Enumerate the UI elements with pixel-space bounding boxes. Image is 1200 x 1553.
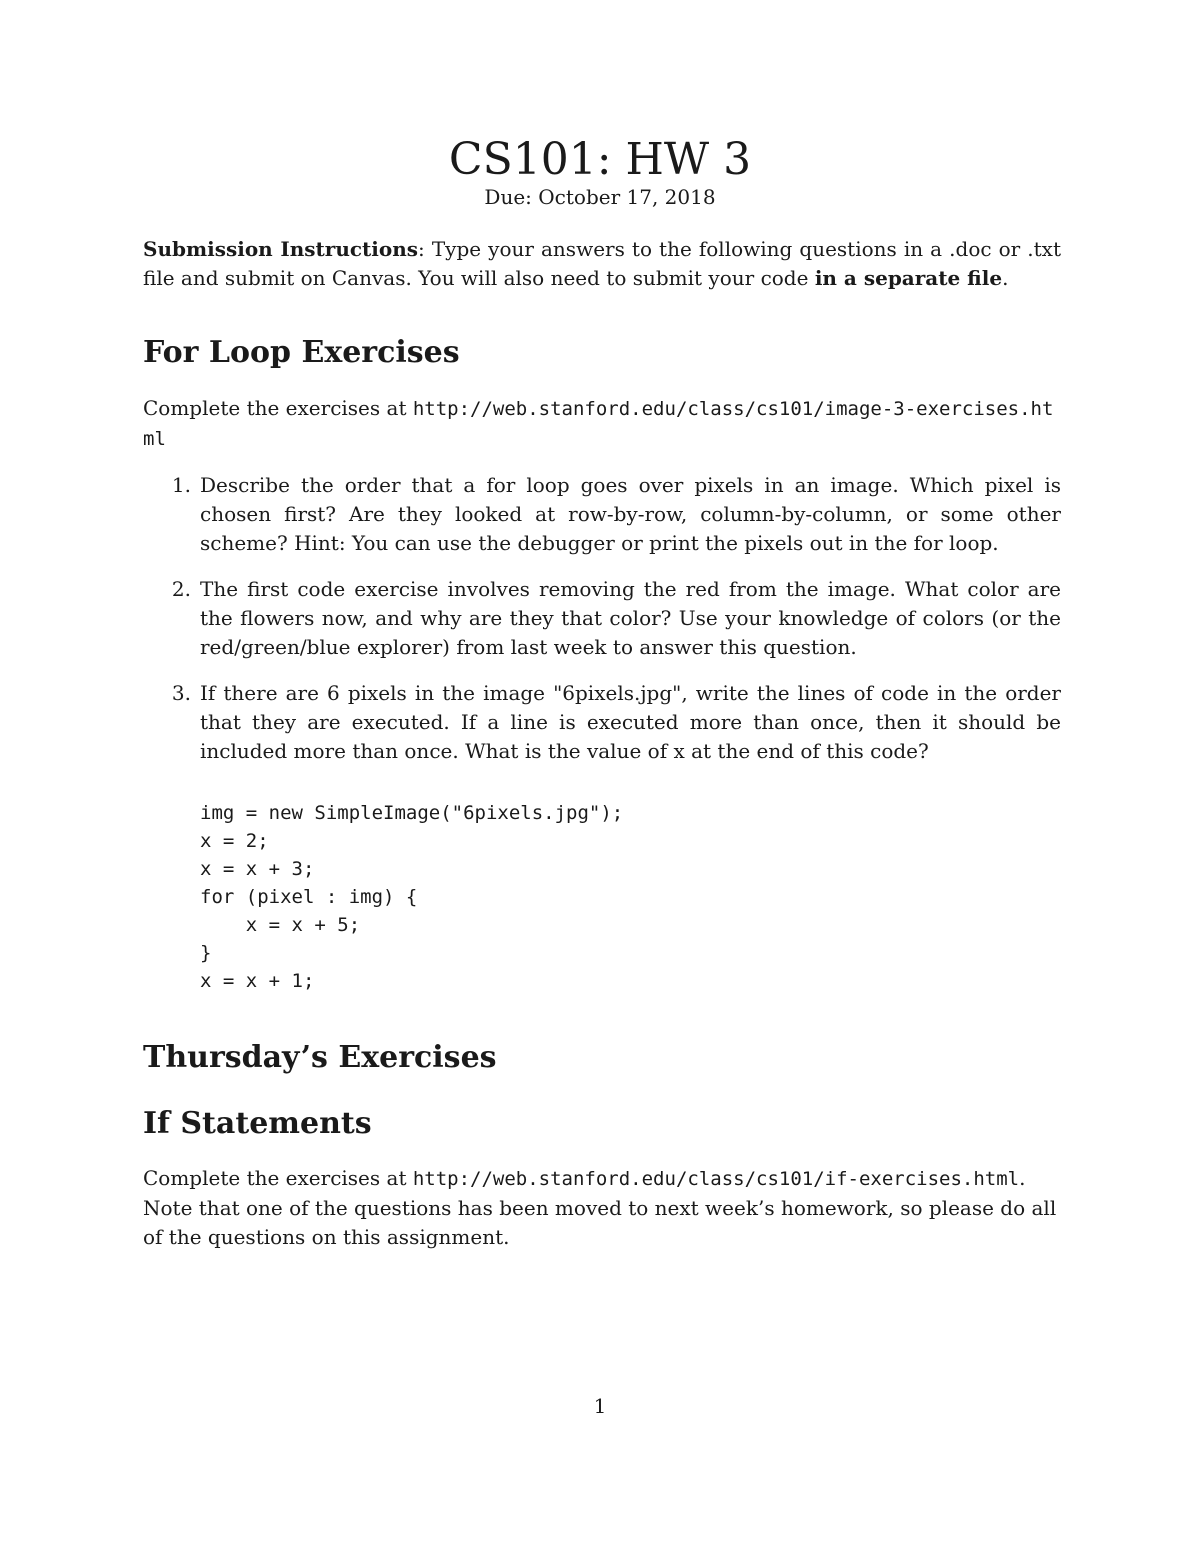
- submission-period: .: [1002, 266, 1009, 290]
- for-loop-exercises-link[interactable]: http://web.stanford.edu/class/cs101/image-3-exercises.html: [143, 398, 1054, 450]
- if-intro-text: Complete the exercises at: [143, 1166, 413, 1190]
- if-exercises-link[interactable]: http://web.stanford.edu/class/cs101/if-exercises.html: [412, 1168, 1020, 1190]
- page-number: 1: [593, 1394, 607, 1418]
- submission-text: : Type your answers to the following questions in a .doc or .txt file and submit on Canvas. You will also need to submit your code: [143, 237, 1062, 290]
- if-statements-heading: If Statements: [143, 1106, 372, 1141]
- code-line: for (pixel : img) {: [200, 886, 418, 908]
- for-loop-intro-text: Complete the exercises at: [143, 396, 413, 420]
- submission-label: Submission Instructions: [143, 237, 419, 261]
- question-text: If there are 6 pixels in the image "6pixels.jpg", write the lines of code in the order that they are executed. If a line is executed more than once, then it should be included more than once. What is the value of x at the end of this code?: [200, 681, 1061, 763]
- page-title: CS101: HW 3: [448, 134, 752, 185]
- code-line: }: [200, 942, 212, 964]
- if-intro-note: . Note that one of the questions has been moved to next week’s homework, so please do all of the questions on this assignment.: [143, 1166, 1057, 1249]
- question-number: 1.: [171, 473, 191, 497]
- for-loop-heading: For Loop Exercises: [143, 335, 460, 370]
- question-text: The first code exercise involves removing the red from the image. What color are the flowers now, and why are they that color? Use your knowledge of colors (or the red/green/blue explorer) from last week to answer this question.: [200, 577, 1061, 659]
- due-date: Due: October 17, 2018: [484, 185, 716, 209]
- question-number: 3.: [171, 681, 191, 705]
- thursday-heading: Thursday’s Exercises: [143, 1040, 497, 1075]
- code-listing: [200, 799, 623, 995]
- submission-emphasis: in a separate file: [814, 266, 1003, 290]
- question-number: 2.: [171, 577, 191, 601]
- code-line: x = x + 5;: [200, 914, 361, 936]
- code-line: x = x + 1;: [200, 970, 315, 992]
- code-line: x = x + 3;: [200, 858, 315, 880]
- code-line: x = 2;: [200, 830, 269, 852]
- for-loop-intro: [143, 394, 1061, 454]
- code-line: img = new SimpleImage("6pixels.jpg");: [200, 802, 624, 824]
- if-statements-intro: [143, 1164, 1061, 1252]
- submission-instructions: [143, 235, 1061, 293]
- question-text: Describe the order that a for loop goes over pixels in an image. Which pixel is chosen first? Are they looked at row-by-row, column-by-column, or some other scheme? Hint: You can use the debugger or print the pixels out in the for loop.: [200, 473, 1061, 555]
